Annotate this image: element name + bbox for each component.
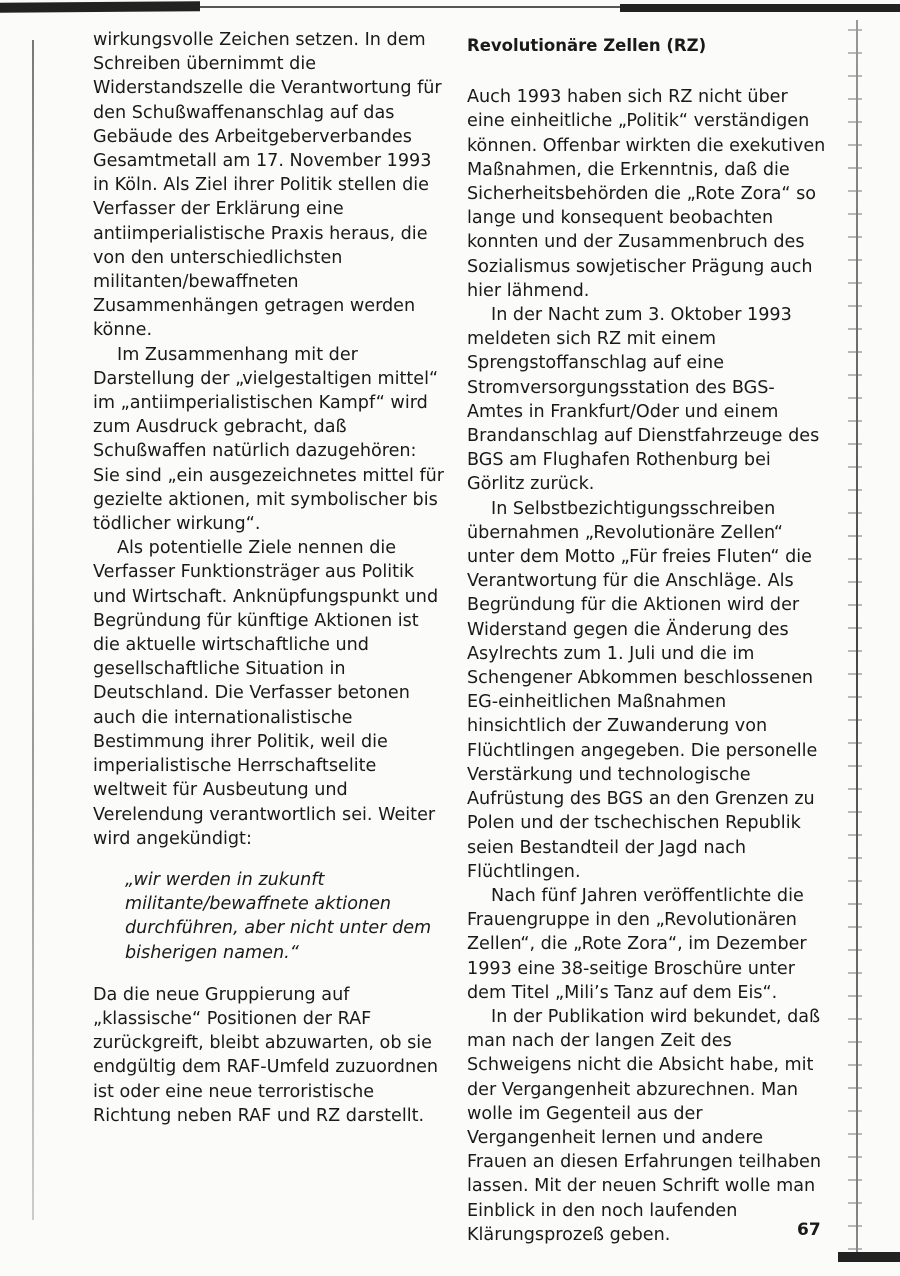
scan-edge-top [0, 0, 900, 18]
paragraph: In der Nacht zum 3. Oktober 1993 meldeten sich RZ mit einem Sprengstoffanschlag auf eine Stromversorgungsstation des BGS-Amtes in Frankfurt/Oder und einem Brandanschlag auf Dienstfahrzeuge des BGS am Flughafen Rothenburg bei Görlitz zurück. [467, 305, 820, 495]
block-quote: „wir werden in zukunft militante/bewaffnete aktionen durchführen, aber nicht unter dem bisherigen namen.“ [125, 869, 432, 963]
scan-edge-bottom [838, 1252, 900, 1262]
section-heading: Revolutionäre Zellen (RZ) [467, 36, 707, 55]
page-number: 67 [797, 1220, 821, 1240]
paragraph: Als potentielle Ziele nennen die Verfasser Funktionsträger aus Politik und Wirtschaft. Anknüpfungspunkt und Begründung für künftige Aktionen ist die aktuelle wirtschaftliche und gesellschaftliche Situation in Deutschland. Die Verfasser betonen auch die internationalistische Bestimmung ihrer Politik, weil die imperialistische Herrschaftselite weltweit für Ausbeutung und Verelendung verantwortlich sei. Weiter wird angekündigt: [93, 538, 439, 849]
scan-edge-right-line [856, 20, 858, 1260]
paragraph: In Selbstbezichtigungsschreiben übernahmen „Revolutionäre Zellen“ unter dem Motto „Für freies Fluten“ die Verantwortung für die Anschläge. Als Begründung für die Aktionen wird der Widerstand gegen die Änderung des Asylrechts zum 1. Juli und die im Schengener Abkommen beschlossenen EG-einheitlichen Maßnahmen hinsichtlich der Zuwanderung von Flüchtlingen angegeben. Die personelle Verstärkung und technologische Aufrüstung des BGS an den Grenzen zu Polen und der tschechischen Republik seien Bestandteil der Jagd nach Flüchtlingen. [467, 498, 818, 882]
paragraph: wirkungsvolle Zeichen setzen. In dem Schreiben übernimmt die Widerstandszelle die Verantwortung für den Schußwaffenanschlag auf das Gebäude des Arbeitgeberverbandes Gesamtmetall am 17. November 1993 in Köln. Als Ziel ihrer Politik stellen die Verfasser der Erklärung eine antiimperialistische Praxis heraus, die von den unterschiedlichsten militanten/bewaffneten Zusammenhängen getragen werden könne. [93, 30, 442, 341]
paragraph: Auch 1993 haben sich RZ nicht über eine einheitliche „Politik“ verständigen können. Offenbar wirkten die exekutiven Maßnahmen, die Erkenntnis, daß die Sicherheitsbehörden die „Rote Zora“ so lange und konsequent beobachten konnten und der Zusammenbruch des Sozialismus sowjetischer Prägung auch hier lähmend. [467, 87, 826, 301]
paragraph: Im Zusammenhang mit der Darstellung der „vielgestaltigen mittel“ im „antiimperialistischen Kampf“ wird zum Ausdruck gebracht, daß Schußwaffen natürlich dazugehören: Sie sind „ein ausgezeichnetes mittel für gezielte aktionen, mit symbolischer bis tödlicher wirkung“. [93, 344, 445, 535]
right-column [467, 28, 827, 1247]
left-column [93, 28, 445, 1128]
scan-edge-left [32, 40, 34, 1220]
paragraph: Da die neue Gruppierung auf „klassische“ Positionen der RAF zurückgreift, bleibt abzuwarten, ob sie endgültig dem RAF-Umfeld zuzuordnen ist oder eine neue terroristische Richtung neben RAF und RZ darstellt. [93, 984, 439, 1126]
paragraph: In der Publikation wird bekundet, daß man nach der langen Zeit des Schweigens nicht die Absicht habe, mit der Vergangenheit abzurechnen. Man wolle im Gegenteil aus der Vergangenheit lernen und andere Frauen an diesen Erfahrungen teilhaben lassen. Mit der neuen Schrift wolle man Einblick in den noch laufenden Klärungsprozeß geben. [467, 1006, 822, 1245]
paragraph: Nach fünf Jahren veröffentlichte die Frauengruppe in den „Revolutionären Zellen“, die „Rote Zora“, im Dezember 1993 eine 38-seitige Broschüre unter dem Titel „Mili’s Tanz auf dem Eis“. [467, 885, 807, 1003]
scan-edge-right [848, 20, 862, 1250]
